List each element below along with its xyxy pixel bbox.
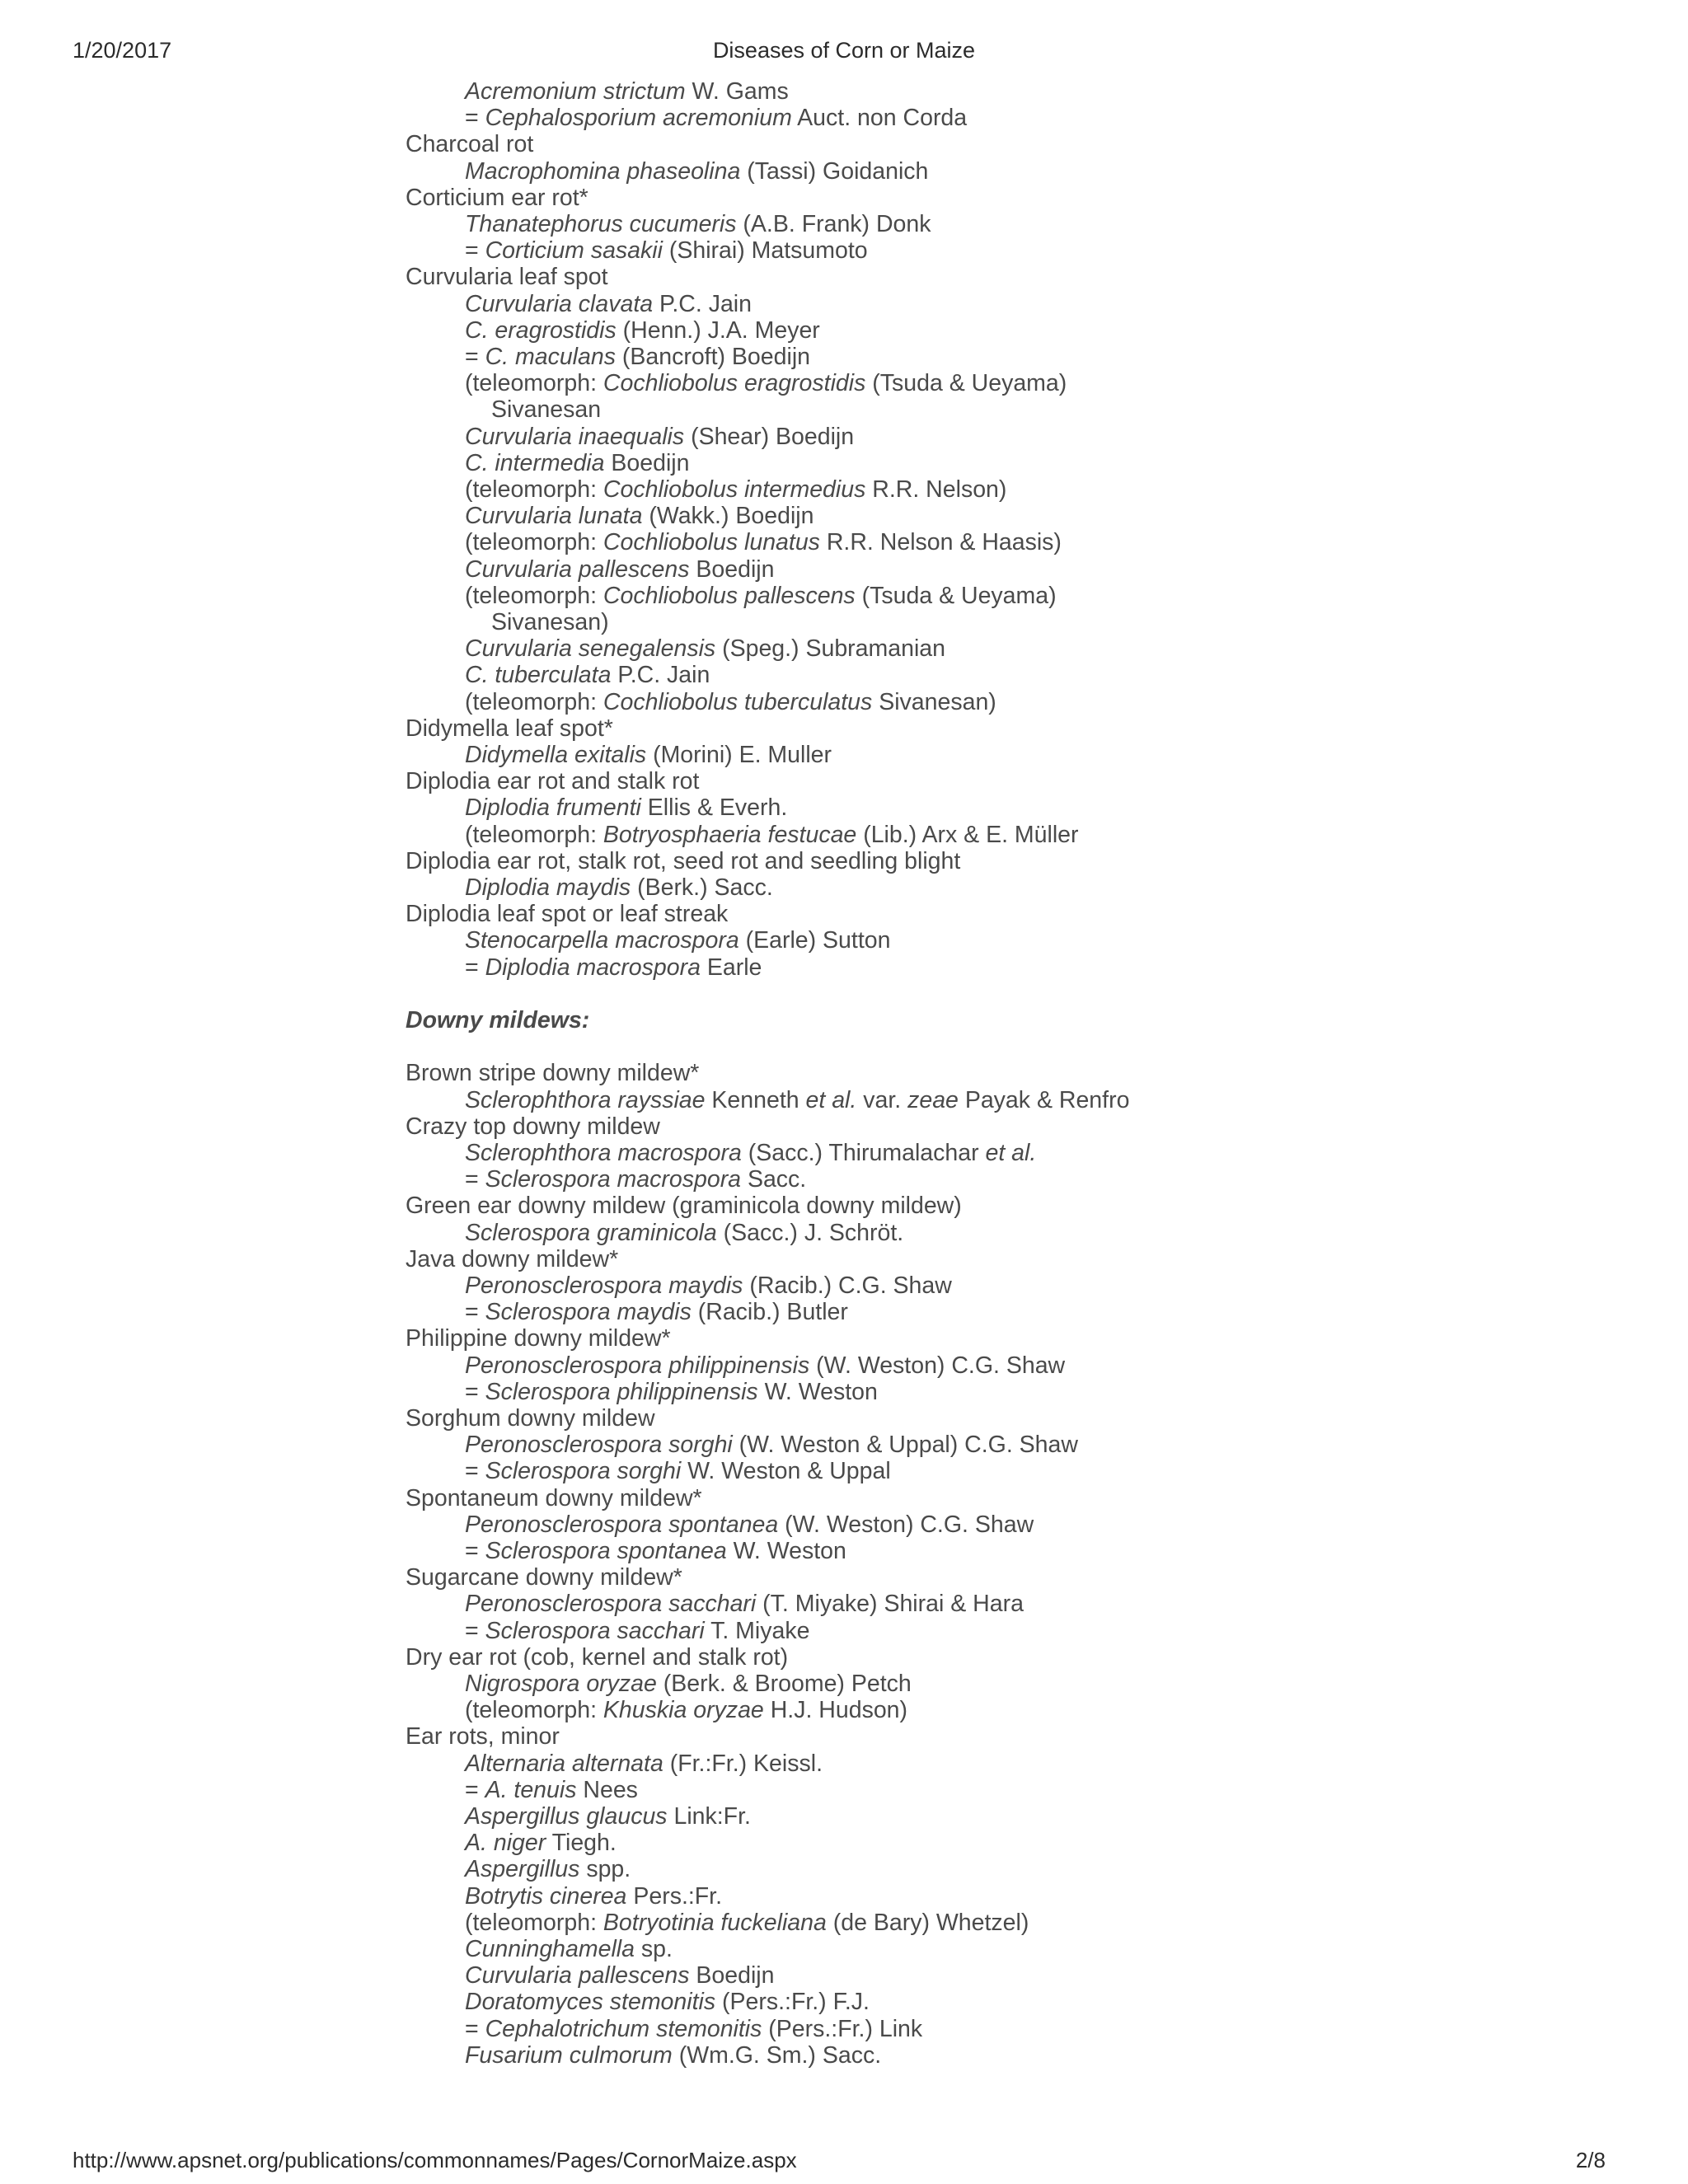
scientific-name: Peronosclerospora maydis <box>465 1272 743 1299</box>
text-segment: Sorghum downy mildew <box>406 1405 655 1432</box>
text-segment: (Sacc.) J. Schröt. <box>716 1220 904 1246</box>
scientific-name: C. tuberculata <box>465 662 612 688</box>
text-segment: (Racib.) Butler <box>691 1299 848 1325</box>
text-segment: Sivanesan) <box>491 609 609 635</box>
text-segment: = <box>465 2016 485 2042</box>
text-segment: Green ear downy mildew (graminicola downy mildew) <box>406 1193 962 1219</box>
text-segment: (Henn.) J.A. Meyer <box>616 317 820 344</box>
pathogen-entry <box>465 2042 881 2069</box>
text-segment: Auct. non Corda <box>791 105 968 131</box>
disease-name <box>406 901 728 927</box>
text-segment: (Tassi) Goidanich <box>740 158 929 185</box>
scientific-name: Botryosphaeria festucae <box>603 822 857 848</box>
text-segment: (teleomorph: <box>465 1910 603 1936</box>
text-segment: Sacc. <box>741 1166 807 1193</box>
pathogen-entry <box>465 689 996 715</box>
text-segment: (T. Miyake) Shirai & Hara <box>756 1591 1024 1617</box>
text-segment: T. Miyake <box>704 1618 810 1644</box>
scientific-name: Sclerospora graminicola <box>465 1220 717 1246</box>
text-segment: Spontaneum downy mildew* <box>406 1485 702 1511</box>
pathogen-entry <box>465 1962 774 1989</box>
text-segment: (teleomorph: <box>465 583 603 609</box>
text-segment: (de Bary) Whetzel) <box>826 1910 1029 1936</box>
text-segment: (Tsuda & Ueyama) <box>865 370 1067 396</box>
scientific-name: Botryotinia fuckeliana <box>603 1910 827 1936</box>
scientific-name: Cochliobolus pallescens <box>603 583 856 609</box>
text-segment: var. <box>856 1087 908 1113</box>
pathogen-entry <box>465 105 967 131</box>
text-segment: Diplodia ear rot and stalk rot <box>406 768 700 794</box>
text-segment: W. Weston <box>757 1379 878 1405</box>
text-segment: Link:Fr. <box>667 1803 751 1830</box>
scientific-name: Diplodia maydis <box>465 874 631 901</box>
pathogen-entry <box>465 954 762 981</box>
scientific-name: Corticium sasakii <box>485 237 663 264</box>
scientific-name: Cochliobolus tuberculatus <box>603 689 873 715</box>
text-segment: Diplodia leaf spot or leaf streak <box>406 901 729 927</box>
scientific-name: Sclerospora philippinensis <box>485 1379 758 1405</box>
scientific-name: zeae <box>907 1087 959 1113</box>
scientific-name: Botrytis cinerea <box>465 1883 627 1910</box>
print-date: 1/20/2017 <box>73 38 172 63</box>
pathogen-entry <box>465 424 854 450</box>
pathogen-entry <box>465 927 890 954</box>
text-segment: Didymella leaf spot* <box>406 715 613 742</box>
text-segment: Ellis & Everh. <box>640 794 788 821</box>
text-segment: = <box>465 954 485 981</box>
pathogen-entry <box>465 1458 891 1484</box>
pathogen-entry <box>465 822 1079 848</box>
text-segment: R.R. Nelson & Haasis) <box>819 529 1062 555</box>
scientific-name: Khuskia oryzae <box>603 1697 764 1723</box>
disease-name <box>406 1246 618 1272</box>
scientific-name: Curvularia pallescens <box>465 556 690 583</box>
text-segment: (Shirai) Matsumoto <box>662 237 868 264</box>
text-segment: (Pers.:Fr.) F.J. <box>715 1989 870 2015</box>
text-segment: (Sacc.) Thirumalachar <box>741 1140 986 1166</box>
scientific-name: Sclerospora maydis <box>485 1299 692 1325</box>
text-segment: W. Gams <box>685 78 789 105</box>
disease-name <box>406 848 960 874</box>
pathogen-entry <box>465 1087 1129 1113</box>
pathogen-entry <box>465 1883 722 1910</box>
text-segment: = <box>465 237 485 264</box>
pathogen-entry <box>465 874 773 901</box>
text-segment: Diplodia ear rot, stalk rot, seed rot and seedling blight <box>406 848 961 874</box>
page-number: 2/8 <box>1575 2148 1606 2172</box>
scientific-name: Alternaria alternata <box>465 1750 663 1777</box>
section-heading <box>406 1007 589 1033</box>
scientific-name: Peronosclerospora sacchari <box>465 1591 757 1617</box>
text-segment: Java downy mildew* <box>406 1246 619 1272</box>
text-segment: W. Weston & Uppal <box>681 1458 891 1484</box>
text-segment: = <box>465 1538 485 1564</box>
disease-name <box>406 1193 962 1219</box>
text-segment: (teleomorph: <box>465 822 603 848</box>
text-segment: (Berk. & Broome) Petch <box>656 1671 912 1697</box>
disease-name <box>406 1113 660 1140</box>
text-segment: (Speg.) Subramanian <box>715 635 945 662</box>
pathogen-entry <box>465 1697 907 1723</box>
pathogen-entry <box>465 211 931 237</box>
pathogen-entry <box>465 1140 1036 1166</box>
text-segment: (Racib.) C.G. Shaw <box>743 1272 952 1299</box>
scientific-name: Aspergillus glaucus <box>465 1803 668 1830</box>
text-segment: Sivanesan <box>491 396 602 423</box>
text-segment: (W. Weston) C.G. Shaw <box>809 1352 1066 1379</box>
pathogen-entry <box>465 370 1067 396</box>
disease-name <box>406 1564 682 1591</box>
disease-name <box>406 1060 699 1086</box>
pathogen-entry <box>465 1830 617 1856</box>
text-segment: Crazy top downy mildew <box>406 1113 660 1140</box>
text-segment: (A.B. Frank) Donk <box>736 211 931 237</box>
text-segment: (Pers.:Fr.) Link <box>762 2016 923 2042</box>
text-segment: sp. <box>634 1936 673 1962</box>
text-segment: = <box>465 1379 485 1405</box>
pathogen-entry <box>465 529 1062 555</box>
scientific-name: Peronosclerospora spontanea <box>465 1511 779 1538</box>
scientific-name: C. maculans <box>485 344 616 370</box>
pathogen-entry <box>465 1511 1034 1538</box>
text-segment: (W. Weston & Uppal) C.G. Shaw <box>732 1432 1078 1458</box>
scientific-name: Cunninghamella <box>465 1936 635 1962</box>
pathogen-entry <box>465 1989 870 2015</box>
pathogen-entry <box>465 1618 809 1644</box>
text-segment: W. Weston <box>726 1538 846 1564</box>
scientific-name: Sclerophthora rayssiae <box>465 1087 706 1113</box>
text-segment: Boedijn <box>604 450 690 476</box>
disease-name <box>406 1405 655 1432</box>
disease-name <box>406 1325 671 1352</box>
text-segment: Boedijn <box>689 1962 775 1989</box>
text-segment: (Shear) Boedijn <box>684 424 855 450</box>
text-segment: = <box>465 344 485 370</box>
text-segment: P.C. Jain <box>653 291 752 317</box>
text-segment: (Wm.G. Sm.) Sacc. <box>672 2042 882 2069</box>
text-segment: Brown stripe downy mildew* <box>406 1060 700 1086</box>
pathogen-entry <box>465 78 789 105</box>
pathogen-entry <box>465 1166 806 1193</box>
scientific-name: Peronosclerospora philippinensis <box>465 1352 810 1379</box>
pathogen-entry <box>465 450 689 476</box>
disease-name <box>406 1485 702 1511</box>
scientific-name: A. niger <box>465 1830 546 1856</box>
disease-name <box>406 1644 788 1671</box>
scientific-name: Nigrospora oryzae <box>465 1671 657 1697</box>
text-segment: Dry ear rot (cob, kernel and stalk rot) <box>406 1644 789 1671</box>
pathogen-entry <box>465 1750 823 1777</box>
scientific-name: Thanatephorus cucumeris <box>465 211 737 237</box>
scientific-name: Cephalotrichum stemonitis <box>485 2016 762 2042</box>
pathogen-entry <box>465 1432 1078 1458</box>
pathogen-entry <box>465 317 820 344</box>
text-segment: (teleomorph: <box>465 476 603 503</box>
disease-name <box>406 1723 560 1750</box>
disease-name <box>406 264 608 290</box>
scientific-name: C. intermedia <box>465 450 605 476</box>
pathogen-entry <box>465 1220 903 1246</box>
text-segment: Downy mildews: <box>406 1007 590 1033</box>
scientific-name: Curvularia inaequalis <box>465 424 685 450</box>
text-segment: = <box>465 1166 485 1193</box>
pathogen-entry <box>465 476 1006 503</box>
disease-name <box>406 768 699 794</box>
text-segment: (Earle) Sutton <box>738 927 891 954</box>
pathogen-entry <box>465 662 710 688</box>
pathogen-entry <box>465 237 868 264</box>
pathogen-entry <box>465 635 945 662</box>
scientific-name: et al. <box>985 1140 1037 1166</box>
scientific-name: Sclerophthora macrospora <box>465 1140 742 1166</box>
text-segment: (teleomorph: <box>465 370 603 396</box>
text-segment: (Bancroft) Boedijn <box>615 344 810 370</box>
text-segment: (Berk.) Sacc. <box>631 874 773 901</box>
pathogen-entry <box>465 1538 846 1564</box>
text-segment: = <box>465 1777 485 1803</box>
scientific-name: Sclerospora sorghi <box>485 1458 682 1484</box>
text-segment: (teleomorph: <box>465 1697 603 1723</box>
text-segment: Curvularia leaf spot <box>406 264 608 290</box>
text-segment: R.R. Nelson) <box>865 476 1007 503</box>
pathogen-entry <box>465 291 752 317</box>
scientific-name: Cochliobolus intermedius <box>603 476 866 503</box>
scientific-name: Sclerospora macrospora <box>485 1166 742 1193</box>
pathogen-entry <box>465 1379 878 1405</box>
scientific-name: Curvularia pallescens <box>465 1962 690 1989</box>
text-segment: = <box>465 1458 485 1484</box>
text-segment: Payak & Renfro <box>958 1087 1130 1113</box>
text-segment: = <box>465 1299 485 1325</box>
pathogen-entry <box>465 1352 1065 1379</box>
text-segment: spp. <box>579 1856 631 1882</box>
text-segment: Sivanesan) <box>872 689 996 715</box>
pathogen-entry <box>465 158 928 185</box>
text-segment: Ear rots, minor <box>406 1723 560 1750</box>
text-segment: Charcoal rot <box>406 131 534 157</box>
pathogen-entry <box>465 583 1057 609</box>
scientific-name: Cephalosporium acremonium <box>485 105 792 131</box>
pathogen-entry <box>465 742 832 768</box>
scientific-name: Curvularia senegalensis <box>465 635 716 662</box>
pathogen-continuation <box>491 396 601 423</box>
text-segment: Boedijn <box>689 556 775 583</box>
text-segment: (teleomorph: <box>465 529 603 555</box>
pathogen-entry <box>465 344 810 370</box>
text-segment: (W. Weston) C.G. Shaw <box>778 1511 1034 1538</box>
disease-name <box>406 185 588 211</box>
scientific-name: Macrophomina phaseolina <box>465 158 741 185</box>
scientific-name: Diplodia macrospora <box>485 954 701 981</box>
text-segment: (teleomorph: <box>465 689 603 715</box>
text-segment: = <box>465 1618 485 1644</box>
scientific-name: C. eragrostidis <box>465 317 617 344</box>
text-segment: (Fr.:Fr.) Keissl. <box>663 1750 823 1777</box>
source-url: http://www.apsnet.org/publications/commonnames/Pages/CornorMaize.aspx <box>73 2148 797 2172</box>
page-title: Diseases of Corn or Maize <box>712 38 976 63</box>
pathogen-entry <box>465 794 787 821</box>
pathogen-continuation <box>491 609 609 635</box>
scientific-name: Stenocarpella macrospora <box>465 927 739 954</box>
text-segment: Earle <box>700 954 762 981</box>
scientific-name: et al. <box>805 1087 857 1113</box>
pathogen-entry <box>465 1910 1029 1936</box>
pathogen-entry <box>465 1803 751 1830</box>
pathogen-entry <box>465 1591 1024 1617</box>
scientific-name: Peronosclerospora sorghi <box>465 1432 733 1458</box>
text-segment: P.C. Jain <box>611 662 710 688</box>
pathogen-entry <box>465 1272 952 1299</box>
scientific-name: Doratomyces stemonitis <box>465 1989 716 2015</box>
pathogen-entry <box>465 1856 631 1882</box>
scientific-name: Sclerospora spontanea <box>485 1538 727 1564</box>
disease-name <box>406 715 613 742</box>
text-segment: (Morini) E. Muller <box>646 742 832 768</box>
scientific-name: Diplodia frumenti <box>465 794 641 821</box>
text-segment: Kenneth <box>705 1087 806 1113</box>
pathogen-entry <box>465 556 774 583</box>
text-segment: (Lib.) Arx & E. Müller <box>856 822 1079 848</box>
pathogen-entry <box>465 1777 638 1803</box>
text-segment: Sugarcane downy mildew* <box>406 1564 682 1591</box>
pathogen-entry <box>465 503 814 529</box>
scientific-name: Fusarium culmorum <box>465 2042 673 2069</box>
text-segment: Corticium ear rot* <box>406 185 588 211</box>
pathogen-entry <box>465 1299 848 1325</box>
text-segment: = <box>465 105 485 131</box>
text-segment: H.J. Hudson) <box>763 1697 908 1723</box>
text-segment: Philippine downy mildew* <box>406 1325 671 1352</box>
scientific-name: Cochliobolus eragrostidis <box>603 370 866 396</box>
pathogen-entry <box>465 2016 922 2042</box>
scientific-name: Curvularia clavata <box>465 291 654 317</box>
scientific-name: Acremonium strictum <box>465 78 686 105</box>
scientific-name: Curvularia lunata <box>465 503 643 529</box>
text-segment: (Tsuda & Ueyama) <box>855 583 1057 609</box>
text-segment: (Wakk.) Boedijn <box>642 503 814 529</box>
scientific-name: A. tenuis <box>485 1777 577 1803</box>
scientific-name: Aspergillus <box>465 1856 580 1882</box>
scientific-name: Didymella exitalis <box>465 742 647 768</box>
text-segment: Tiegh. <box>546 1830 617 1856</box>
text-segment: Nees <box>576 1777 638 1803</box>
pathogen-entry <box>465 1936 673 1962</box>
scientific-name: Sclerospora sacchari <box>485 1618 705 1644</box>
pathogen-entry <box>465 1671 912 1697</box>
scientific-name: Cochliobolus lunatus <box>603 529 820 555</box>
text-segment: Pers.:Fr. <box>626 1883 723 1910</box>
disease-name <box>406 131 533 157</box>
